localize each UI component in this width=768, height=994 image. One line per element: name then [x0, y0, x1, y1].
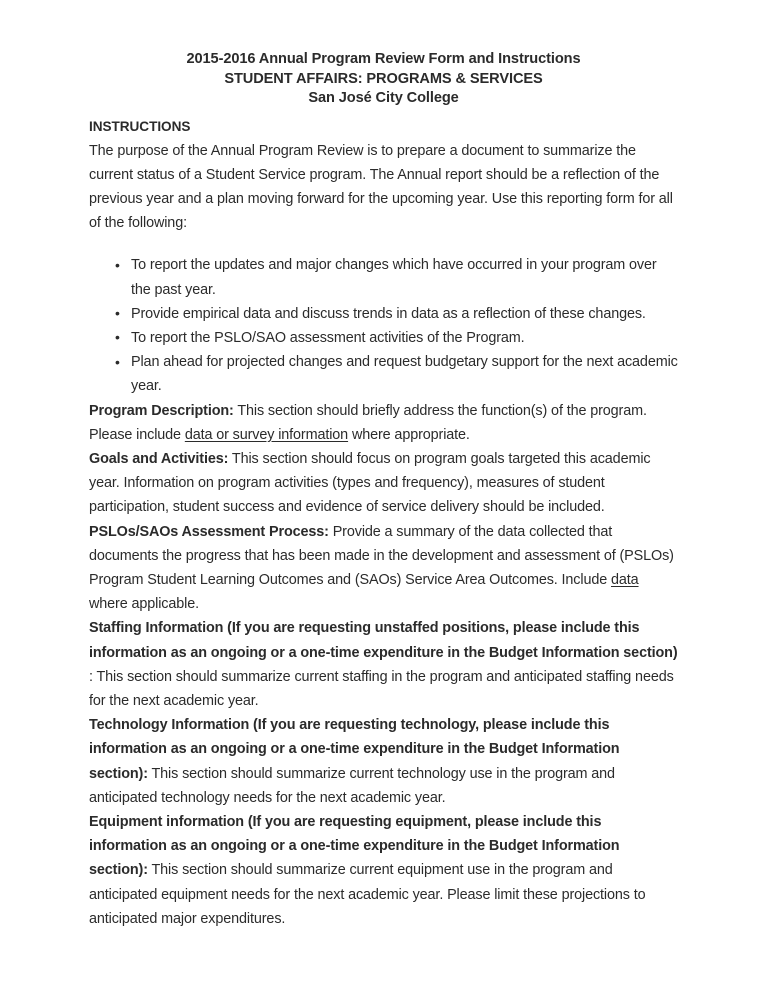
document-title-line-3: San José City College: [308, 90, 459, 106]
section-body-pre: This section should focus on program goals targeted this academic year. Information on program activities (types and frequency), measures of student participation, student success and evidence of service delivery should be included.: [89, 450, 651, 516]
document-title-line-1: 2015-2016 Annual Program Review Form and Instructions: [186, 51, 581, 67]
section-pslos-saos-assessment-process: [89, 520, 678, 617]
section-underlined-text: data or survey information: [184, 426, 349, 443]
intro-paragraph: The purpose of the Annual Program Review is to prepare a document to summarize the current status of a Student Service program. The Annual report should be a reflection of the previous year and a plan moving forward for the upcoming year. Use this reporting form for all of the following:: [89, 142, 673, 232]
instructions-heading: INSTRUCTIONS: [89, 118, 191, 134]
list-item: • To report the PSLO/SAO assessment activities of the Program.: [89, 326, 678, 350]
section-heading: Staffing Information (If you are requesting unstaffed positions, please include this information as an ongoing or a one-time expenditure in the Budget Information section): [89, 620, 678, 661]
section-body-pre: This section should summarize current equipment use in the program and anticipated equipment needs for the next academic year. Please limit these projections to anticipated major expenditures.: [89, 862, 646, 927]
section-underlined-text: data: [611, 571, 639, 588]
section-body-pre: Provide a summary of the data collected that documents the progress that has been made in the development and assessment of (PSLOs) Program Student Learning Outcomes and (SAOs) Service Area Outcomes. Include: [89, 523, 674, 588]
section-staffing-information: [89, 616, 678, 713]
document-title-line-2: STUDENT AFFAIRS: PROGRAMS & SERVICES: [224, 70, 543, 87]
section-heading: Technology Information (If you are requesting technology, please include this information as an ongoing or a one-time expenditure in the Budget Information section):: [89, 717, 620, 782]
section-heading: PSLOs/SAOs Assessment Process:: [89, 523, 329, 540]
section-technology-information: [89, 713, 678, 810]
section-body-pre: : This section should summarize current staffing in the program and anticipated staffing needs for the next academic year.: [89, 668, 674, 709]
section-heading: Program Description:: [89, 402, 234, 419]
section-heading: Goals and Activities:: [89, 450, 229, 467]
section-heading: Equipment information (If you are requesting equipment, please include this information as an ongoing or a one-time expenditure in the Budget Information section):: [89, 813, 620, 879]
instructions-bullet-list: [89, 253, 678, 398]
section-goals-and-activities: [89, 447, 678, 520]
section-body-pre: This section should briefly address the function(s) of the program. Please include: [89, 402, 647, 443]
list-item: • To report the updates and major changes which have occurred in your program over the past year.: [89, 253, 678, 301]
list-item: • Plan ahead for projected changes and request budgetary support for the next academic year.: [89, 350, 678, 398]
section-body-post: where applicable.: [89, 596, 199, 613]
document-title: [89, 50, 678, 109]
section-equipment-information: [89, 810, 678, 931]
section-body-pre: This section should summarize current technology use in the program and anticipated technology needs for the next academic year.: [89, 765, 615, 806]
section-program-description: [89, 399, 678, 447]
section-body-post: where appropriate.: [348, 426, 470, 443]
list-item: • Provide empirical data and discuss trends in data as a reflection of these changes.: [89, 302, 678, 326]
